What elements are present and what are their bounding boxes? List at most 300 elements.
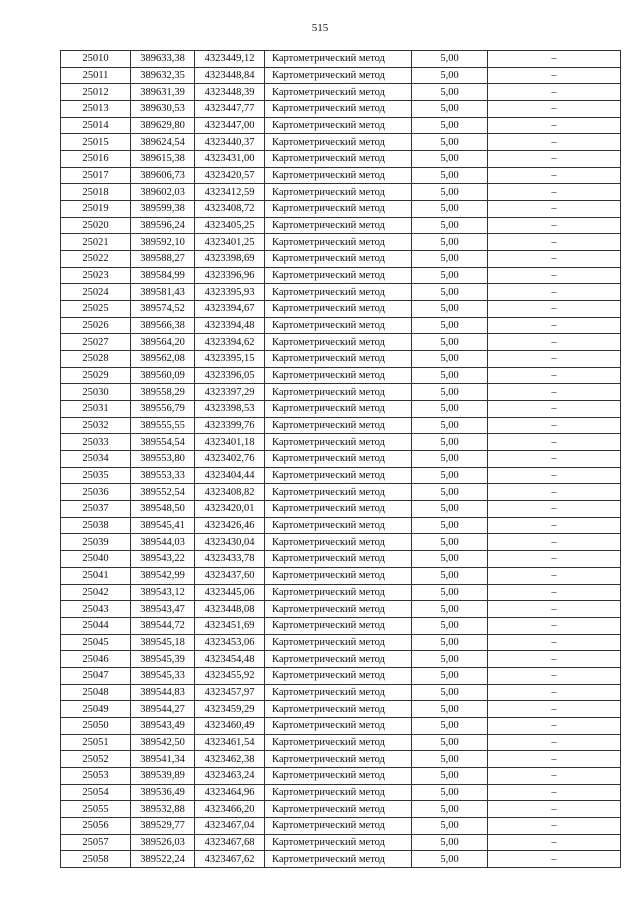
point-number-cell: 25046 (61, 651, 131, 668)
note-cell: – (488, 801, 621, 818)
x-coordinate-cell: 389545,33 (131, 667, 195, 684)
note-cell: – (488, 534, 621, 551)
note-cell: – (488, 767, 621, 784)
table-row (61, 67, 621, 84)
x-coordinate-cell: 389542,99 (131, 567, 195, 584)
accuracy-cell: 5,00 (412, 184, 488, 201)
x-coordinate-cell: 389548,50 (131, 501, 195, 518)
note-cell: – (488, 434, 621, 451)
accuracy-cell: 5,00 (412, 201, 488, 218)
point-number-cell: 25047 (61, 667, 131, 684)
accuracy-cell: 5,00 (412, 451, 488, 468)
note-cell: – (488, 584, 621, 601)
table-row (61, 134, 621, 151)
y-coordinate-cell: 4323398,69 (195, 251, 265, 268)
point-number-cell: 25019 (61, 201, 131, 218)
x-coordinate-cell: 389633,38 (131, 51, 195, 68)
method-cell: Картометрический метод (265, 201, 412, 218)
accuracy-cell: 5,00 (412, 84, 488, 101)
y-coordinate-cell: 4323457,97 (195, 684, 265, 701)
x-coordinate-cell: 389560,09 (131, 367, 195, 384)
accuracy-cell: 5,00 (412, 817, 488, 834)
accuracy-cell: 5,00 (412, 234, 488, 251)
accuracy-cell: 5,00 (412, 517, 488, 534)
y-coordinate-cell: 4323467,62 (195, 851, 265, 868)
point-number-cell: 25058 (61, 851, 131, 868)
accuracy-cell: 5,00 (412, 584, 488, 601)
point-number-cell: 25053 (61, 767, 131, 784)
x-coordinate-cell: 389529,77 (131, 817, 195, 834)
point-number-cell: 25035 (61, 467, 131, 484)
y-coordinate-cell: 4323467,04 (195, 817, 265, 834)
note-cell: – (488, 301, 621, 318)
method-cell: Картометрический метод (265, 101, 412, 118)
table-row (61, 301, 621, 318)
y-coordinate-cell: 4323449,12 (195, 51, 265, 68)
table-row (61, 801, 621, 818)
method-cell: Картометрический метод (265, 217, 412, 234)
point-number-cell: 25055 (61, 801, 131, 818)
method-cell: Картометрический метод (265, 284, 412, 301)
accuracy-cell: 5,00 (412, 151, 488, 168)
x-coordinate-cell: 389574,52 (131, 301, 195, 318)
note-cell: – (488, 617, 621, 634)
accuracy-cell: 5,00 (412, 284, 488, 301)
accuracy-cell: 5,00 (412, 767, 488, 784)
x-coordinate-cell: 389592,10 (131, 234, 195, 251)
note-cell: – (488, 151, 621, 168)
y-coordinate-cell: 4323460,49 (195, 717, 265, 734)
x-coordinate-cell: 389564,20 (131, 334, 195, 351)
table-row (61, 451, 621, 468)
table-row (61, 501, 621, 518)
accuracy-cell: 5,00 (412, 134, 488, 151)
point-number-cell: 25030 (61, 384, 131, 401)
method-cell: Картометрический метод (265, 401, 412, 418)
point-number-cell: 25051 (61, 734, 131, 751)
table-row (61, 734, 621, 751)
y-coordinate-cell: 4323426,46 (195, 517, 265, 534)
y-coordinate-cell: 4323420,01 (195, 501, 265, 518)
table-row (61, 184, 621, 201)
point-number-cell: 25044 (61, 617, 131, 634)
accuracy-cell: 5,00 (412, 117, 488, 134)
point-number-cell: 25050 (61, 717, 131, 734)
method-cell: Картометрический метод (265, 484, 412, 501)
method-cell: Картометрический метод (265, 584, 412, 601)
y-coordinate-cell: 4323433,78 (195, 551, 265, 568)
point-number-cell: 25010 (61, 51, 131, 68)
note-cell: – (488, 101, 621, 118)
table-row (61, 201, 621, 218)
method-cell: Картометрический метод (265, 501, 412, 518)
x-coordinate-cell: 389536,49 (131, 784, 195, 801)
note-cell: – (488, 317, 621, 334)
x-coordinate-cell: 389554,54 (131, 434, 195, 451)
accuracy-cell: 5,00 (412, 484, 488, 501)
method-cell: Картометрический метод (265, 667, 412, 684)
table-body (61, 51, 621, 868)
y-coordinate-cell: 4323455,92 (195, 667, 265, 684)
accuracy-cell: 5,00 (412, 801, 488, 818)
x-coordinate-cell: 389543,12 (131, 584, 195, 601)
point-number-cell: 25039 (61, 534, 131, 551)
accuracy-cell: 5,00 (412, 101, 488, 118)
note-cell: – (488, 451, 621, 468)
method-cell: Картометрический метод (265, 67, 412, 84)
table-row (61, 584, 621, 601)
x-coordinate-cell: 389552,54 (131, 484, 195, 501)
table-row (61, 117, 621, 134)
accuracy-cell: 5,00 (412, 534, 488, 551)
method-cell: Картометрический метод (265, 851, 412, 868)
note-cell: – (488, 234, 621, 251)
y-coordinate-cell: 4323394,48 (195, 317, 265, 334)
method-cell: Картометрический метод (265, 617, 412, 634)
method-cell: Картометрический метод (265, 634, 412, 651)
table-row (61, 317, 621, 334)
x-coordinate-cell: 389541,34 (131, 751, 195, 768)
note-cell: – (488, 701, 621, 718)
table-row (61, 351, 621, 368)
x-coordinate-cell: 389555,55 (131, 417, 195, 434)
note-cell: – (488, 851, 621, 868)
x-coordinate-cell: 389599,38 (131, 201, 195, 218)
accuracy-cell: 5,00 (412, 651, 488, 668)
table-row (61, 817, 621, 834)
x-coordinate-cell: 389584,99 (131, 267, 195, 284)
y-coordinate-cell: 4323408,82 (195, 484, 265, 501)
method-cell: Картометрический метод (265, 251, 412, 268)
method-cell: Картометрический метод (265, 467, 412, 484)
y-coordinate-cell: 4323394,62 (195, 334, 265, 351)
table-row (61, 667, 621, 684)
point-number-cell: 25011 (61, 67, 131, 84)
method-cell: Картометрический метод (265, 451, 412, 468)
note-cell: – (488, 601, 621, 618)
table-row (61, 851, 621, 868)
accuracy-cell: 5,00 (412, 851, 488, 868)
coordinates-table-container (60, 50, 620, 868)
table-row (61, 651, 621, 668)
x-coordinate-cell: 389615,38 (131, 151, 195, 168)
table-row (61, 384, 621, 401)
point-number-cell: 25031 (61, 401, 131, 418)
point-number-cell: 25027 (61, 334, 131, 351)
x-coordinate-cell: 389606,73 (131, 167, 195, 184)
point-number-cell: 25037 (61, 501, 131, 518)
accuracy-cell: 5,00 (412, 384, 488, 401)
point-number-cell: 25054 (61, 784, 131, 801)
method-cell: Картометрический метод (265, 717, 412, 734)
method-cell: Картометрический метод (265, 734, 412, 751)
note-cell: – (488, 201, 621, 218)
x-coordinate-cell: 389544,27 (131, 701, 195, 718)
accuracy-cell: 5,00 (412, 501, 488, 518)
point-number-cell: 25056 (61, 817, 131, 834)
table-row (61, 417, 621, 434)
table-row (61, 367, 621, 384)
y-coordinate-cell: 4323445,06 (195, 584, 265, 601)
table-row (61, 167, 621, 184)
note-cell: – (488, 167, 621, 184)
note-cell: – (488, 334, 621, 351)
y-coordinate-cell: 4323405,25 (195, 217, 265, 234)
point-number-cell: 25022 (61, 251, 131, 268)
accuracy-cell: 5,00 (412, 317, 488, 334)
note-cell: – (488, 284, 621, 301)
table-row (61, 634, 621, 651)
note-cell: – (488, 217, 621, 234)
x-coordinate-cell: 389631,39 (131, 84, 195, 101)
table-row (61, 467, 621, 484)
table-row (61, 701, 621, 718)
y-coordinate-cell: 4323398,53 (195, 401, 265, 418)
point-number-cell: 25021 (61, 234, 131, 251)
y-coordinate-cell: 4323402,76 (195, 451, 265, 468)
point-number-cell: 25026 (61, 317, 131, 334)
method-cell: Картометрический метод (265, 784, 412, 801)
point-number-cell: 25034 (61, 451, 131, 468)
accuracy-cell: 5,00 (412, 684, 488, 701)
accuracy-cell: 5,00 (412, 667, 488, 684)
accuracy-cell: 5,00 (412, 834, 488, 851)
y-coordinate-cell: 4323401,25 (195, 234, 265, 251)
y-coordinate-cell: 4323466,20 (195, 801, 265, 818)
method-cell: Картометрический метод (265, 234, 412, 251)
point-number-cell: 25028 (61, 351, 131, 368)
accuracy-cell: 5,00 (412, 751, 488, 768)
method-cell: Картометрический метод (265, 51, 412, 68)
method-cell: Картометрический метод (265, 134, 412, 151)
y-coordinate-cell: 4323463,24 (195, 767, 265, 784)
x-coordinate-cell: 389543,49 (131, 717, 195, 734)
y-coordinate-cell: 4323451,69 (195, 617, 265, 634)
point-number-cell: 25014 (61, 117, 131, 134)
table-row (61, 767, 621, 784)
x-coordinate-cell: 389596,24 (131, 217, 195, 234)
accuracy-cell: 5,00 (412, 567, 488, 584)
page-number: 515 (311, 22, 329, 34)
note-cell: – (488, 651, 621, 668)
x-coordinate-cell: 389624,54 (131, 134, 195, 151)
note-cell: – (488, 117, 621, 134)
accuracy-cell: 5,00 (412, 734, 488, 751)
point-number-cell: 25023 (61, 267, 131, 284)
x-coordinate-cell: 389542,50 (131, 734, 195, 751)
method-cell: Картометрический метод (265, 701, 412, 718)
y-coordinate-cell: 4323431,00 (195, 151, 265, 168)
accuracy-cell: 5,00 (412, 267, 488, 284)
y-coordinate-cell: 4323420,57 (195, 167, 265, 184)
method-cell: Картометрический метод (265, 117, 412, 134)
x-coordinate-cell: 389553,33 (131, 467, 195, 484)
accuracy-cell: 5,00 (412, 167, 488, 184)
note-cell: – (488, 134, 621, 151)
x-coordinate-cell: 389581,43 (131, 284, 195, 301)
note-cell: – (488, 384, 621, 401)
accuracy-cell: 5,00 (412, 417, 488, 434)
note-cell: – (488, 517, 621, 534)
method-cell: Картометрический метод (265, 301, 412, 318)
y-coordinate-cell: 4323437,60 (195, 567, 265, 584)
table-row (61, 434, 621, 451)
note-cell: – (488, 551, 621, 568)
method-cell: Картометрический метод (265, 434, 412, 451)
y-coordinate-cell: 4323395,93 (195, 284, 265, 301)
coordinates-table (60, 50, 621, 868)
table-row (61, 251, 621, 268)
x-coordinate-cell: 389566,38 (131, 317, 195, 334)
accuracy-cell: 5,00 (412, 784, 488, 801)
y-coordinate-cell: 4323461,54 (195, 734, 265, 751)
point-number-cell: 25040 (61, 551, 131, 568)
table-row (61, 101, 621, 118)
x-coordinate-cell: 389629,80 (131, 117, 195, 134)
y-coordinate-cell: 4323462,38 (195, 751, 265, 768)
accuracy-cell: 5,00 (412, 251, 488, 268)
accuracy-cell: 5,00 (412, 334, 488, 351)
method-cell: Картометрический метод (265, 751, 412, 768)
method-cell: Картометрический метод (265, 384, 412, 401)
method-cell: Картометрический метод (265, 267, 412, 284)
accuracy-cell: 5,00 (412, 367, 488, 384)
point-number-cell: 25017 (61, 167, 131, 184)
accuracy-cell: 5,00 (412, 467, 488, 484)
x-coordinate-cell: 389558,29 (131, 384, 195, 401)
accuracy-cell: 5,00 (412, 551, 488, 568)
method-cell: Картометрический метод (265, 834, 412, 851)
table-row (61, 84, 621, 101)
accuracy-cell: 5,00 (412, 401, 488, 418)
accuracy-cell: 5,00 (412, 617, 488, 634)
accuracy-cell: 5,00 (412, 67, 488, 84)
y-coordinate-cell: 4323447,00 (195, 117, 265, 134)
note-cell: – (488, 267, 621, 284)
point-number-cell: 25048 (61, 684, 131, 701)
point-number-cell: 25045 (61, 634, 131, 651)
y-coordinate-cell: 4323440,37 (195, 134, 265, 151)
x-coordinate-cell: 389545,18 (131, 634, 195, 651)
note-cell: – (488, 667, 621, 684)
method-cell: Картометрический метод (265, 651, 412, 668)
table-row (61, 267, 621, 284)
y-coordinate-cell: 4323430,04 (195, 534, 265, 551)
accuracy-cell: 5,00 (412, 301, 488, 318)
x-coordinate-cell: 389545,39 (131, 651, 195, 668)
note-cell: – (488, 84, 621, 101)
x-coordinate-cell: 389544,83 (131, 684, 195, 701)
y-coordinate-cell: 4323408,72 (195, 201, 265, 218)
method-cell: Картометрический метод (265, 351, 412, 368)
table-row (61, 517, 621, 534)
x-coordinate-cell: 389544,03 (131, 534, 195, 551)
note-cell: – (488, 367, 621, 384)
point-number-cell: 25024 (61, 284, 131, 301)
x-coordinate-cell: 389544,72 (131, 617, 195, 634)
point-number-cell: 25013 (61, 101, 131, 118)
note-cell: – (488, 401, 621, 418)
table-row (61, 234, 621, 251)
y-coordinate-cell: 4323448,84 (195, 67, 265, 84)
accuracy-cell: 5,00 (412, 634, 488, 651)
x-coordinate-cell: 389522,24 (131, 851, 195, 868)
method-cell: Картометрический метод (265, 84, 412, 101)
note-cell: – (488, 251, 621, 268)
method-cell: Картометрический метод (265, 151, 412, 168)
x-coordinate-cell: 389545,41 (131, 517, 195, 534)
x-coordinate-cell: 389630,53 (131, 101, 195, 118)
y-coordinate-cell: 4323453,06 (195, 634, 265, 651)
method-cell: Картометрический метод (265, 817, 412, 834)
method-cell: Картометрический метод (265, 517, 412, 534)
y-coordinate-cell: 4323404,44 (195, 467, 265, 484)
point-number-cell: 25052 (61, 751, 131, 768)
accuracy-cell: 5,00 (412, 701, 488, 718)
note-cell: – (488, 484, 621, 501)
x-coordinate-cell: 389632,35 (131, 67, 195, 84)
point-number-cell: 25049 (61, 701, 131, 718)
point-number-cell: 25012 (61, 84, 131, 101)
point-number-cell: 25018 (61, 184, 131, 201)
table-row (61, 601, 621, 618)
point-number-cell: 25036 (61, 484, 131, 501)
point-number-cell: 25043 (61, 601, 131, 618)
note-cell: – (488, 567, 621, 584)
accuracy-cell: 5,00 (412, 717, 488, 734)
x-coordinate-cell: 389543,22 (131, 551, 195, 568)
y-coordinate-cell: 4323448,39 (195, 84, 265, 101)
note-cell: – (488, 417, 621, 434)
table-row (61, 784, 621, 801)
accuracy-cell: 5,00 (412, 434, 488, 451)
note-cell: – (488, 834, 621, 851)
table-row (61, 684, 621, 701)
table-row (61, 567, 621, 584)
y-coordinate-cell: 4323399,76 (195, 417, 265, 434)
method-cell: Картометрический метод (265, 184, 412, 201)
note-cell: – (488, 717, 621, 734)
note-cell: – (488, 501, 621, 518)
note-cell: – (488, 67, 621, 84)
method-cell: Картометрический метод (265, 567, 412, 584)
point-number-cell: 25032 (61, 417, 131, 434)
note-cell: – (488, 817, 621, 834)
y-coordinate-cell: 4323394,67 (195, 301, 265, 318)
table-row (61, 751, 621, 768)
x-coordinate-cell: 389556,79 (131, 401, 195, 418)
table-row (61, 717, 621, 734)
table-row (61, 401, 621, 418)
x-coordinate-cell: 389526,03 (131, 834, 195, 851)
x-coordinate-cell: 389588,27 (131, 251, 195, 268)
x-coordinate-cell: 389602,03 (131, 184, 195, 201)
accuracy-cell: 5,00 (412, 601, 488, 618)
note-cell: – (488, 734, 621, 751)
accuracy-cell: 5,00 (412, 351, 488, 368)
method-cell: Картометрический метод (265, 601, 412, 618)
method-cell: Картометрический метод (265, 534, 412, 551)
method-cell: Картометрический метод (265, 801, 412, 818)
y-coordinate-cell: 4323454,48 (195, 651, 265, 668)
point-number-cell: 25015 (61, 134, 131, 151)
point-number-cell: 25029 (61, 367, 131, 384)
method-cell: Картометрический метод (265, 417, 412, 434)
y-coordinate-cell: 4323396,96 (195, 267, 265, 284)
method-cell: Картометрический метод (265, 551, 412, 568)
x-coordinate-cell: 389532,88 (131, 801, 195, 818)
table-row (61, 284, 621, 301)
